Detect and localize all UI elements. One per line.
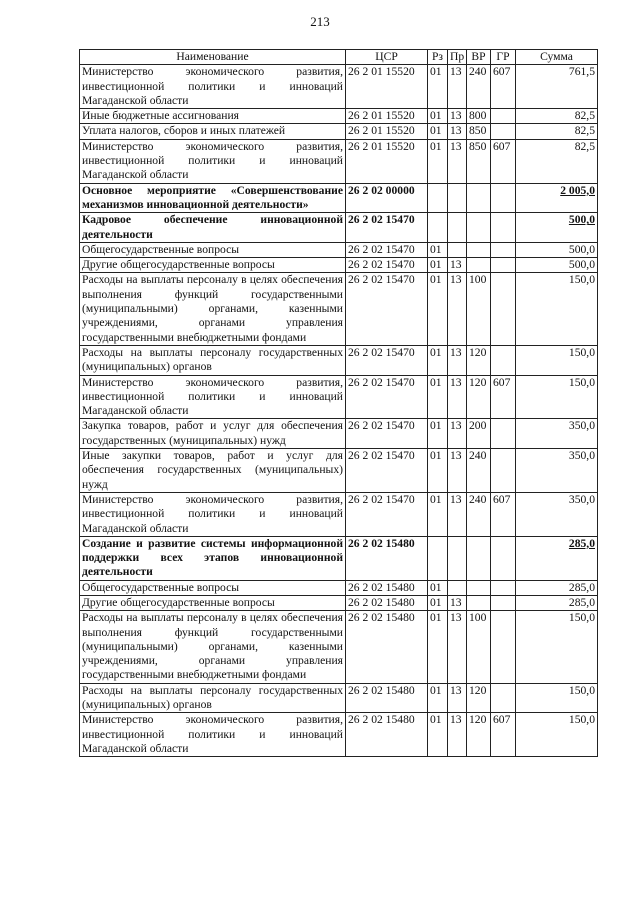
cell-vr: 850 (467, 124, 491, 139)
cell-pr: 13 (448, 449, 467, 493)
cell-rz: 01 (428, 611, 448, 683)
cell-rz: 01 (428, 419, 448, 449)
cell-csr: 26 2 02 00000 (346, 183, 428, 213)
cell-gr: 607 (491, 492, 516, 536)
cell-sum: 150,0 (516, 683, 598, 713)
cell-sum: 350,0 (516, 492, 598, 536)
cell-name: Министерство экономического развития, инвестиционной политики и инноваций Магаданской области (80, 65, 346, 109)
cell-csr: 26 2 02 15470 (346, 273, 428, 345)
cell-pr: 13 (448, 139, 467, 183)
cell-pr: 13 (448, 595, 467, 610)
cell-gr (491, 124, 516, 139)
table-row (80, 65, 598, 109)
cell-pr: 13 (448, 683, 467, 713)
cell-vr (467, 536, 491, 580)
header-pr: Пр (448, 50, 467, 65)
header-row (80, 50, 598, 65)
cell-gr: 607 (491, 713, 516, 757)
cell-vr: 100 (467, 611, 491, 683)
header-csr: ЦСР (346, 50, 428, 65)
cell-name: Министерство экономического развития, инвестиционной политики и инноваций Магаданской области (80, 139, 346, 183)
cell-name: Министерство экономического развития, инвестиционной политики и инноваций Магаданской области (80, 492, 346, 536)
cell-sum: 150,0 (516, 375, 598, 419)
cell-csr: 26 2 02 15470 (346, 492, 428, 536)
cell-vr: 120 (467, 683, 491, 713)
cell-rz: 01 (428, 683, 448, 713)
cell-vr: 800 (467, 109, 491, 124)
page-number: 213 (310, 14, 330, 29)
cell-pr: 13 (448, 258, 467, 273)
cell-gr (491, 536, 516, 580)
cell-pr: 13 (448, 713, 467, 757)
cell-sum: 2 005,0 (516, 183, 598, 213)
cell-rz: 01 (428, 273, 448, 345)
cell-rz (428, 536, 448, 580)
cell-csr: 26 2 01 15520 (346, 109, 428, 124)
table-row (80, 536, 598, 580)
cell-rz: 01 (428, 449, 448, 493)
cell-pr (448, 183, 467, 213)
budget-table (79, 49, 598, 757)
cell-vr: 120 (467, 375, 491, 419)
cell-sum: 285,0 (516, 536, 598, 580)
cell-sum: 761,5 (516, 65, 598, 109)
cell-pr: 13 (448, 65, 467, 109)
table-row (80, 345, 598, 375)
cell-csr: 26 2 02 15480 (346, 536, 428, 580)
cell-vr: 240 (467, 449, 491, 493)
cell-pr: 13 (448, 375, 467, 419)
cell-gr (491, 258, 516, 273)
header-rz: Рз (428, 50, 448, 65)
cell-sum: 500,0 (516, 242, 598, 257)
table-row (80, 595, 598, 610)
cell-name: Иные закупки товаров, работ и услуг для обеспечения государственных (муниципальных) нужд (80, 449, 346, 493)
header-gr: ГР (491, 50, 516, 65)
cell-rz: 01 (428, 713, 448, 757)
cell-name: Общегосударственные вопросы (80, 242, 346, 257)
cell-gr (491, 273, 516, 345)
cell-gr (491, 242, 516, 257)
cell-pr: 13 (448, 124, 467, 139)
cell-sum: 82,5 (516, 124, 598, 139)
cell-pr (448, 242, 467, 257)
cell-csr: 26 2 01 15520 (346, 65, 428, 109)
cell-name: Основное мероприятие «Совершенствование механизмов инновационной деятельности» (80, 183, 346, 213)
table-row (80, 419, 598, 449)
cell-csr: 26 2 02 15470 (346, 213, 428, 243)
cell-gr: 607 (491, 139, 516, 183)
cell-pr (448, 580, 467, 595)
cell-name: Уплата налогов, сборов и иных платежей (80, 124, 346, 139)
cell-gr: 607 (491, 65, 516, 109)
cell-name: Другие общегосударственные вопросы (80, 258, 346, 273)
cell-sum: 350,0 (516, 449, 598, 493)
cell-csr: 26 2 02 15470 (346, 242, 428, 257)
cell-csr: 26 2 01 15520 (346, 124, 428, 139)
cell-vr: 240 (467, 492, 491, 536)
cell-pr: 13 (448, 492, 467, 536)
header-vr: ВР (467, 50, 491, 65)
cell-pr: 13 (448, 273, 467, 345)
cell-csr: 26 2 02 15470 (346, 419, 428, 449)
cell-rz: 01 (428, 242, 448, 257)
cell-name: Закупка товаров, работ и услуг для обеспечения государственных (муниципальных) нужд (80, 419, 346, 449)
cell-pr: 13 (448, 611, 467, 683)
cell-gr (491, 683, 516, 713)
cell-sum: 150,0 (516, 611, 598, 683)
cell-name: Другие общегосударственные вопросы (80, 595, 346, 610)
cell-csr: 26 2 02 15480 (346, 713, 428, 757)
cell-sum: 500,0 (516, 258, 598, 273)
cell-vr: 240 (467, 65, 491, 109)
cell-rz (428, 213, 448, 243)
cell-csr: 26 2 01 15520 (346, 139, 428, 183)
cell-gr (491, 213, 516, 243)
cell-pr (448, 536, 467, 580)
cell-rz: 01 (428, 109, 448, 124)
table-row (80, 580, 598, 595)
cell-gr (491, 183, 516, 213)
cell-rz: 01 (428, 258, 448, 273)
cell-sum: 285,0 (516, 580, 598, 595)
cell-name: Министерство экономического развития, инвестиционной политики и инноваций Магаданской области (80, 375, 346, 419)
table-row (80, 124, 598, 139)
cell-vr: 120 (467, 713, 491, 757)
cell-vr: 200 (467, 419, 491, 449)
cell-csr: 26 2 02 15470 (346, 345, 428, 375)
table-row (80, 273, 598, 345)
table-row (80, 611, 598, 683)
cell-sum: 285,0 (516, 595, 598, 610)
cell-csr: 26 2 02 15480 (346, 580, 428, 595)
cell-csr: 26 2 02 15480 (346, 683, 428, 713)
cell-rz (428, 183, 448, 213)
cell-gr: 607 (491, 375, 516, 419)
cell-vr (467, 183, 491, 213)
cell-vr (467, 580, 491, 595)
cell-sum: 500,0 (516, 213, 598, 243)
cell-pr: 13 (448, 419, 467, 449)
table-row (80, 492, 598, 536)
table-row (80, 258, 598, 273)
cell-name: Министерство экономического развития, инвестиционной политики и инноваций Магаданской области (80, 713, 346, 757)
cell-sum: 82,5 (516, 109, 598, 124)
table-body (80, 65, 598, 757)
cell-pr (448, 213, 467, 243)
cell-name: Расходы на выплаты персоналу государственных (муниципальных) органов (80, 345, 346, 375)
cell-gr (491, 580, 516, 595)
cell-csr: 26 2 02 15470 (346, 449, 428, 493)
cell-pr: 13 (448, 345, 467, 375)
cell-vr (467, 213, 491, 243)
cell-name: Иные бюджетные ассигнования (80, 109, 346, 124)
cell-name: Создание и развитие системы информационной поддержки всех этапов инновационной деятельности (80, 536, 346, 580)
table-row (80, 683, 598, 713)
cell-rz: 01 (428, 139, 448, 183)
cell-gr (491, 345, 516, 375)
cell-gr (491, 611, 516, 683)
cell-rz: 01 (428, 580, 448, 595)
cell-name: Кадровое обеспечение инновационной деятельности (80, 213, 346, 243)
cell-csr: 26 2 02 15480 (346, 611, 428, 683)
cell-sum: 350,0 (516, 419, 598, 449)
cell-name: Расходы на выплаты персоналу в целях обеспечения выполнения функций государственными (муниципальными) органами, казенными учреждениями, органами управления государственными внебюджетными фондами (80, 273, 346, 345)
cell-pr: 13 (448, 109, 467, 124)
cell-gr (491, 419, 516, 449)
cell-sum: 150,0 (516, 713, 598, 757)
cell-vr: 120 (467, 345, 491, 375)
cell-vr: 100 (467, 273, 491, 345)
cell-csr: 26 2 02 15470 (346, 375, 428, 419)
table-row (80, 713, 598, 757)
table-row (80, 109, 598, 124)
cell-rz: 01 (428, 595, 448, 610)
table-row (80, 139, 598, 183)
table-row (80, 375, 598, 419)
cell-sum: 150,0 (516, 345, 598, 375)
cell-sum: 150,0 (516, 273, 598, 345)
cell-name: Общегосударственные вопросы (80, 580, 346, 595)
cell-sum: 82,5 (516, 139, 598, 183)
cell-vr: 850 (467, 139, 491, 183)
cell-vr (467, 242, 491, 257)
table-row (80, 449, 598, 493)
cell-vr (467, 258, 491, 273)
cell-vr (467, 595, 491, 610)
header-name: Наименование (80, 50, 346, 65)
cell-gr (491, 109, 516, 124)
cell-rz: 01 (428, 345, 448, 375)
cell-rz: 01 (428, 65, 448, 109)
cell-name: Расходы на выплаты персоналу государственных (муниципальных) органов (80, 683, 346, 713)
cell-rz: 01 (428, 375, 448, 419)
table-row (80, 242, 598, 257)
cell-rz: 01 (428, 492, 448, 536)
table-row (80, 183, 598, 213)
cell-csr: 26 2 02 15470 (346, 258, 428, 273)
cell-name: Расходы на выплаты персоналу в целях обеспечения выполнения функций государственными (муниципальными) органами, казенными учреждениями, органами управления государственными внебюджетными фондами (80, 611, 346, 683)
header-sum: Сумма (516, 50, 598, 65)
cell-rz: 01 (428, 124, 448, 139)
cell-gr (491, 449, 516, 493)
cell-csr: 26 2 02 15480 (346, 595, 428, 610)
table-row (80, 213, 598, 243)
cell-gr (491, 595, 516, 610)
